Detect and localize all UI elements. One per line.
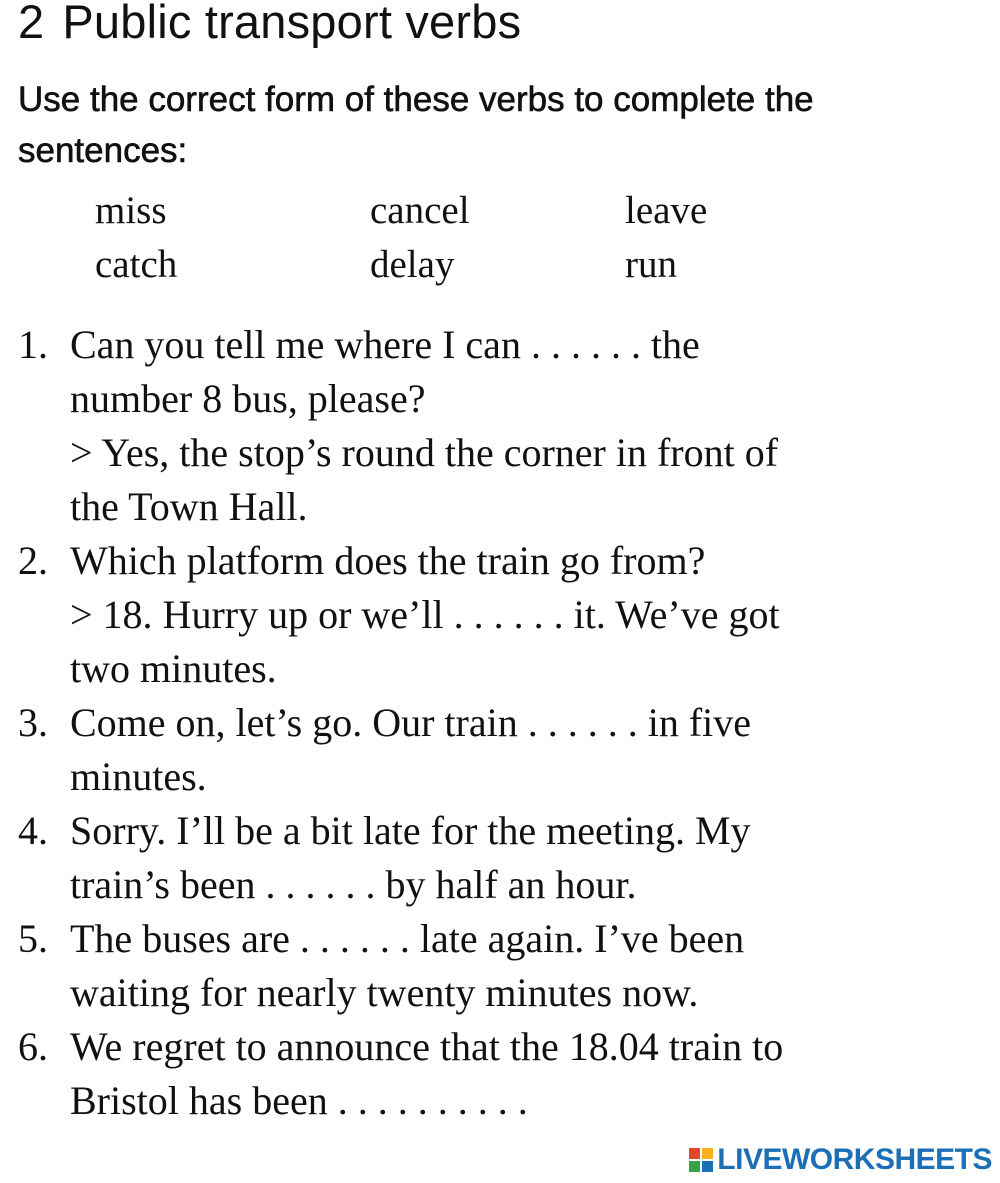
sentence-line: Which platform does the train go from? [70,538,706,583]
exercise-number: 2 [18,0,45,48]
sentence-line: We regret to announce that the 18.04 train to [70,1024,784,1069]
sentence-line: Come on, let’s go. Our train . . . . . . in five [70,700,752,745]
word-option: catch [95,243,178,286]
sentence-line: Can you tell me where I can . . . . . . the [70,322,700,367]
logo-square [702,1148,713,1159]
sentence-line: the Town Hall. [70,484,308,529]
exercise-title [18,0,521,49]
word-option: delay [370,243,455,286]
word-box [95,188,825,288]
sentence-line: two minutes. [70,646,277,691]
sentence-line: number 8 bus, please? [70,376,426,421]
sentence-item [18,534,978,696]
sentence-item [18,696,978,804]
logo-square [689,1161,700,1172]
word-option: miss [95,189,167,232]
sentence-line: Bristol has been . . . . . . . . . . [70,1078,528,1123]
sentence-list [18,318,978,1128]
logo-square [702,1161,713,1172]
item-number: 3. [18,700,48,745]
sentence-line: > Yes, the stop’s round the corner in front of [70,430,779,475]
item-number: 1. [18,322,48,367]
item-number: 5. [18,916,48,961]
sentence-item [18,804,978,912]
sentence-item [18,318,978,534]
sentence-line: waiting for nearly twenty minutes now. [70,970,699,1015]
exercise-title-text: Public transport verbs [62,0,522,48]
sentence-line: minutes. [70,754,207,799]
word-option: run [625,243,677,286]
word-option: leave [625,189,708,232]
word-option: cancel [370,189,470,232]
item-number: 2. [18,538,48,583]
sentence-item [18,912,978,1020]
sentence-line: Sorry. I’ll be a bit late for the meeting. My [70,808,751,853]
sentence-item [18,1020,978,1128]
liveworksheets-logo [689,1137,992,1183]
logo-text: LIVEWORKSHEETS [717,1143,992,1176]
logo-square [689,1148,700,1159]
item-number: 4. [18,808,48,853]
sentence-line: > 18. Hurry up or we’ll . . . . . . it. We’ve got [70,592,780,637]
logo-mark-icon [689,1148,713,1172]
item-number: 6. [18,1024,48,1069]
instructions: Use the correct form of these verbs to complete the sentences: [18,80,814,170]
sentence-line: train’s been . . . . . . by half an hour. [70,862,637,907]
sentence-line: The buses are . . . . . . late again. I’ve been [70,916,745,961]
